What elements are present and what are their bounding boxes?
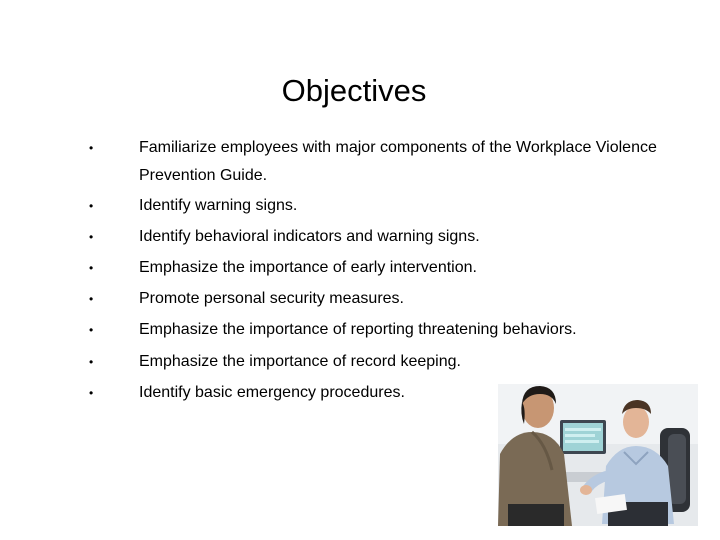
bullet-glyph: • xyxy=(89,386,94,400)
bullet-text: Familiarize employees with major components of the Workplace Violence Prevention Guide. xyxy=(139,139,657,184)
bullet-text: Emphasize the importance of reporting threatening behaviors. xyxy=(139,321,577,338)
bullet-text: Identify behavioral indicators and warning signs. xyxy=(139,228,480,245)
photo-illustration xyxy=(498,384,698,526)
bullet-glyph: • xyxy=(89,292,94,306)
bullet-text: Emphasize the importance of record keeping. xyxy=(139,353,461,370)
bullet-glyph: • xyxy=(89,230,94,244)
bullet-glyph: • xyxy=(89,141,94,155)
bullet-text: Emphasize the importance of early intervention. xyxy=(139,259,477,276)
bullet-glyph: • xyxy=(89,199,94,213)
bullet-text: Identify basic emergency procedures. xyxy=(139,384,405,401)
bullet-glyph: • xyxy=(89,355,94,369)
slide-title: Objectives xyxy=(281,73,427,108)
bullet-text: Promote personal security measures. xyxy=(139,290,404,307)
bullet-text: Identify warning signs. xyxy=(139,197,298,214)
bullet-glyph: • xyxy=(89,323,94,337)
two-men-conversation-photo xyxy=(498,384,698,526)
bullet-glyph: • xyxy=(89,261,94,275)
